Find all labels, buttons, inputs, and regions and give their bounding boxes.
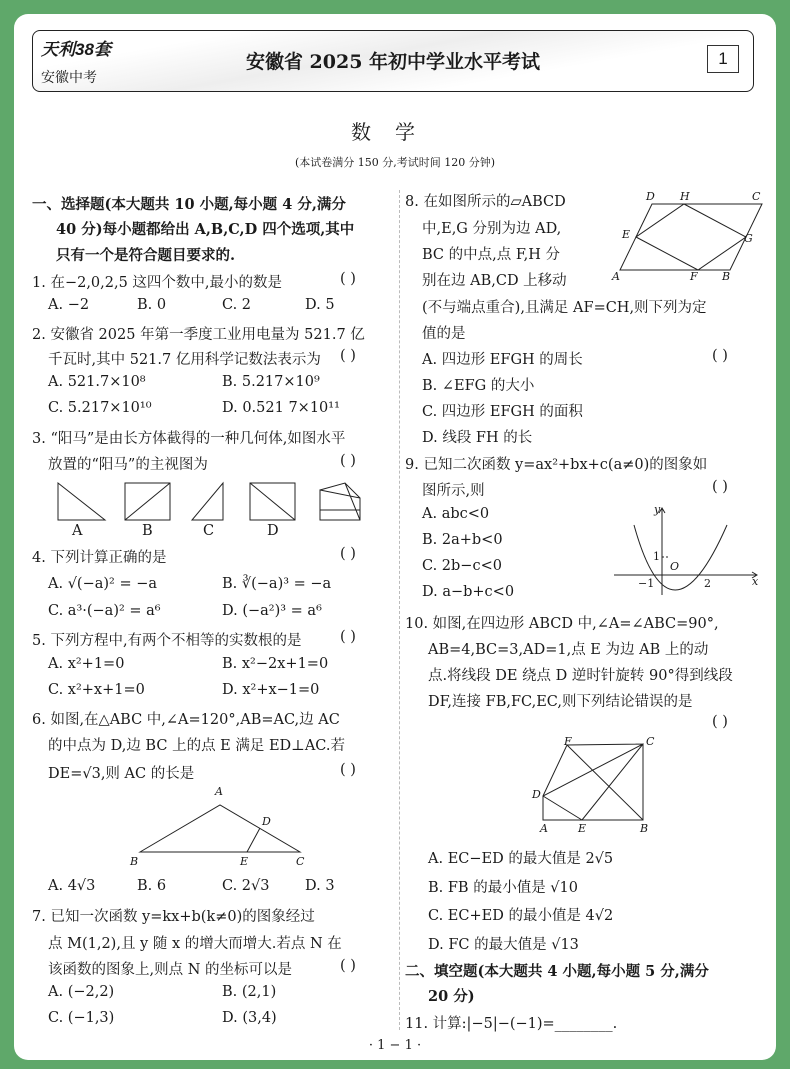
exam-title: 安徽省 2025 年初中学业水平考试 (245, 51, 541, 73)
answer-bracket: ( ) (340, 762, 356, 778)
figure-label: B (640, 822, 649, 835)
column-divider (399, 190, 400, 1030)
figure-label: A (72, 523, 83, 539)
question-stem: 该函数的图象上,则点 N 的坐标可以是 (48, 962, 293, 978)
option: D. (−a²)³ = a⁶ (222, 603, 322, 619)
q6-triangle-figure (135, 800, 315, 860)
figure-label: D (267, 523, 279, 539)
section-heading: 二、填空题(本大题共 4 小题,每小题 5 分,满分 (405, 963, 709, 980)
option: C. 5.217×10¹⁰ (48, 400, 152, 416)
option: A. 4√3 (48, 878, 96, 894)
option: A. x²+1=0 (48, 656, 125, 672)
figure-label: C (646, 735, 655, 748)
option: C. x²+x+1=0 (48, 682, 145, 698)
answer-bracket: ( ) (340, 546, 356, 562)
option: A. EC−ED 的最大值是 2√5 (428, 851, 614, 867)
option: B. 6 (137, 878, 167, 894)
figure-label: A (540, 822, 548, 835)
paper-number: 1 (707, 45, 739, 73)
option: A. √(−a)² = −a (48, 576, 158, 592)
question-stem: 1. 在−2,0,2,5 这四个数中,最小的数是 (32, 275, 283, 291)
option: C. 2b−c<0 (422, 558, 502, 574)
q3-figures (55, 480, 375, 525)
q9-parabola-graph (612, 505, 762, 600)
question-stem: (不与端点重合),且满足 AF=CH,则下列为定 (422, 300, 707, 316)
question-stem: 千瓦时,其中 521.7 亿用科学记数法表示为 (48, 352, 321, 368)
question-stem: 5. 下列方程中,有两个不相等的实数根的是 (32, 633, 302, 649)
option: B. x²−2x+1=0 (222, 656, 329, 672)
q10-quadrilateral-figure (535, 740, 655, 825)
section-heading: 40 分)每小题都给出 A,B,C,D 四个选项,其中 (56, 221, 355, 238)
figure-label: A (215, 785, 223, 798)
answer-bracket: ( ) (712, 348, 728, 364)
question-stem: 9. 已知二次函数 y=ax²+bx+c(a≠0)的图象如 (405, 457, 708, 473)
answer-bracket: ( ) (340, 629, 356, 645)
brand-logo: 天利38套 (41, 40, 111, 59)
question-stem: 4. 下列计算正确的是 (32, 550, 167, 566)
question-stem: AB=4,BC=3,AD=1,点 E 为边 AB 上的动 (428, 642, 709, 658)
figure-label: B (130, 855, 139, 868)
option: D. x²+x−1=0 (222, 682, 320, 698)
option: C. 2 (222, 297, 252, 313)
figure-label: A (612, 270, 620, 283)
exam-note: (本试卷满分 150 分,考试时间 120 分钟) (294, 156, 496, 169)
tick-label: 1 (653, 550, 660, 563)
question-stem: 的中点为 D,边 BC 上的点 E 满足 ED⊥AC.若 (48, 738, 345, 754)
question-stem: 放置的“阳马”的主视图为 (48, 457, 208, 473)
origin-label: O (670, 560, 680, 573)
figure-label: F (690, 270, 698, 283)
option: B. FB 的最小值是 √10 (428, 880, 578, 896)
option: D. FC 的最大值是 √13 (428, 937, 579, 953)
option: D. (3,4) (222, 1010, 277, 1026)
figure-label: C (752, 190, 761, 203)
question-stem: 3. “阳马”是由长方体截得的一种几何体,如图水平 (32, 431, 346, 447)
option: C. (−1,3) (48, 1010, 115, 1026)
figure-label: D (532, 788, 541, 801)
question-stem: 11. 计算:|−5|−(−1)=________. (405, 1016, 618, 1032)
tick-label: 2 (704, 577, 711, 590)
option: A. abc<0 (422, 506, 490, 522)
option: C. 四边形 EFGH 的面积 (422, 404, 583, 420)
figure-label: E (622, 228, 631, 241)
question-stem: 点.将线段 DE 绕点 D 逆时针旋转 90°得到线段 (428, 668, 733, 684)
section-heading: 只有一个是符合题目要求的. (56, 247, 236, 264)
option: C. a³·(−a)² = a⁶ (48, 603, 161, 619)
figure-label: E (240, 855, 249, 868)
option: D. 线段 FH 的长 (422, 430, 533, 446)
answer-bracket: ( ) (712, 714, 728, 730)
answer-bracket: ( ) (340, 958, 356, 974)
option: D. 3 (305, 878, 335, 894)
question-stem: 点 M(1,2),且 y 随 x 的增大而增大.若点 N 在 (48, 936, 342, 952)
question-stem: 图所示,则 (422, 483, 485, 499)
question-stem: 6. 如图,在△ABC 中,∠A=120°,AB=AC,边 AC (32, 712, 340, 728)
figure-label: D (646, 190, 655, 203)
question-stem: 2. 安徽省 2025 年第一季度工业用电量为 521.7 亿 (32, 327, 365, 343)
tick-label: −1 (638, 577, 655, 590)
question-stem: 10. 如图,在四边形 ABCD 中,∠A=∠ABC=90°, (405, 616, 719, 632)
subject-title: 数学 (351, 120, 439, 144)
page-number: · 1 − 1 · (368, 1038, 422, 1053)
question-stem: DE=√3,则 AC 的长是 (48, 766, 195, 782)
option: B. 5.217×10⁹ (222, 374, 320, 390)
answer-bracket: ( ) (340, 348, 356, 364)
option: D. a−b+c<0 (422, 584, 515, 600)
option: A. 521.7×10⁸ (48, 374, 146, 390)
figure-label: B (142, 523, 153, 539)
section-heading: 20 分) (428, 988, 475, 1005)
answer-bracket: ( ) (340, 453, 356, 469)
region-label: 安徽中考 (41, 69, 97, 85)
figure-label: F (564, 735, 572, 748)
figure-label: D (262, 815, 271, 828)
option: B. 2a+b<0 (422, 532, 503, 548)
option: C. 2√3 (222, 878, 270, 894)
section-heading: 一、选择题(本大题共 10 小题,每小题 4 分,满分 (32, 196, 346, 213)
option: B. ∛(−a)³ = −a (222, 576, 332, 592)
option: A. (−2,2) (48, 984, 115, 1000)
axis-label: x (752, 575, 759, 588)
option: A. 四边形 EFGH 的周长 (422, 352, 583, 368)
question-stem: 值的是 (422, 326, 466, 342)
option: D. 5 (305, 297, 335, 313)
option: C. EC+ED 的最小值是 4√2 (428, 908, 614, 924)
option: B. (2,1) (222, 984, 277, 1000)
figure-label: C (203, 523, 215, 539)
option: B. ∠EFG 的大小 (422, 378, 535, 394)
question-stem: 别在边 AB,CD 上移动 (422, 273, 567, 289)
figure-label: E (578, 822, 587, 835)
question-stem: DF,连接 FB,FC,EC,则下列结论错误的是 (428, 694, 693, 710)
question-stem: 8. 在如图所示的▱ABCD (405, 194, 566, 210)
figure-label: G (744, 232, 753, 245)
answer-bracket: ( ) (340, 271, 356, 287)
question-stem: 7. 已知一次函数 y=kx+b(k≠0)的图象经过 (32, 909, 315, 925)
figure-label: H (680, 190, 690, 203)
question-stem: BC 的中点,点 F,H 分 (422, 247, 561, 263)
answer-bracket: ( ) (712, 479, 728, 495)
option: B. 0 (137, 297, 167, 313)
option: A. −2 (48, 297, 90, 313)
figure-label: B (722, 270, 731, 283)
figure-label: C (296, 855, 305, 868)
option: D. 0.521 7×10¹¹ (222, 400, 340, 416)
axis-label: y (654, 503, 661, 516)
question-stem: 中,E,G 分别为边 AD, (422, 221, 562, 237)
exam-header (32, 30, 754, 92)
